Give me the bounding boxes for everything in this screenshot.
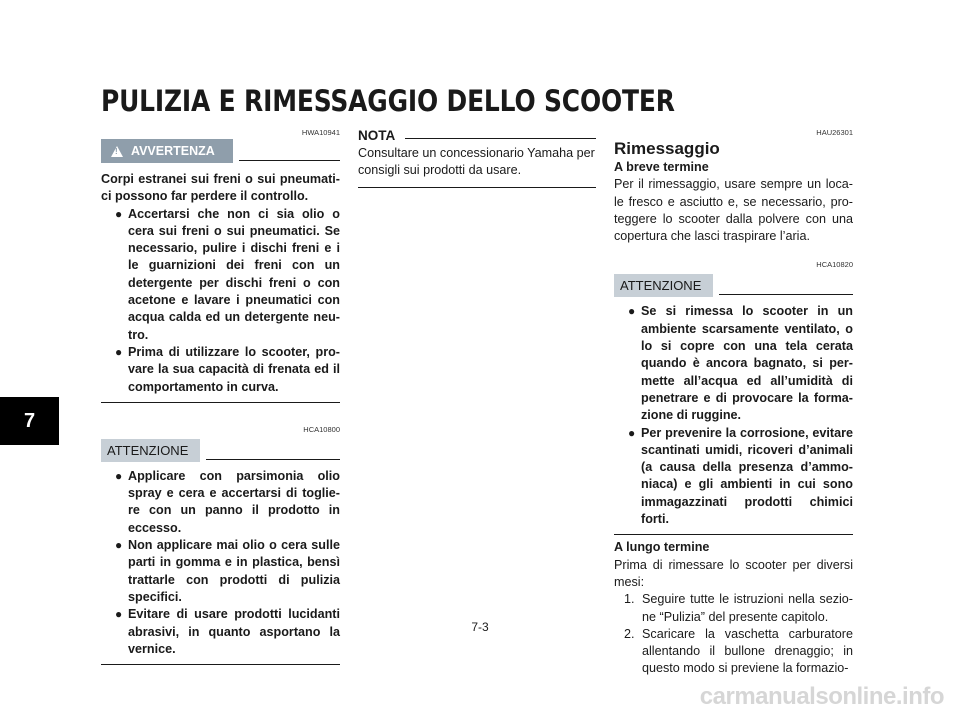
list-item: ● Per prevenire la corrosione, evitare scantinati umidi, ricoveri d’animali (a causa della presenza d’ammo-niaca) e gli ambienti in cui sono immagazzinati prodotti chimici forti. bbox=[628, 425, 853, 527]
warning-rule bbox=[239, 160, 340, 161]
list-item: ● Non applicare mai olio o cera sulle parti in gomma e in plastica, bensì trattarle con prodotti di pulizia specifici. bbox=[115, 538, 340, 604]
caution-header-2 bbox=[614, 274, 853, 297]
chapter-tab: 7 bbox=[0, 397, 59, 445]
caution-code-2: HCA10820 bbox=[816, 260, 853, 270]
section-code: HAU26301 bbox=[816, 128, 853, 137]
warning-intro: Corpi estranei sui freni o sui pneumati-ci possono far perdere il controllo. bbox=[101, 172, 340, 204]
caution-code: HCA10800 bbox=[303, 424, 340, 434]
section-heading: Rimessaggio bbox=[614, 139, 720, 158]
list-item: ● Applicare con parsimonia olio spray e cera e accertarsi di toglie-re con un panno il prodotto in eccesso. bbox=[115, 468, 340, 535]
column-left bbox=[101, 128, 340, 665]
short-term-heading: A breve termine bbox=[614, 160, 709, 174]
bullet-icon: ● bbox=[115, 344, 123, 359]
bullet-icon: ● bbox=[628, 425, 636, 440]
warning-header bbox=[101, 139, 340, 163]
warning-end-rule bbox=[101, 402, 340, 403]
caution-header bbox=[101, 439, 340, 462]
footer-watermark: carmanualsonline.info bbox=[699, 683, 944, 710]
bullet-icon: ● bbox=[115, 607, 123, 622]
bullet-icon: ● bbox=[115, 206, 123, 221]
long-term-heading: A lungo termine bbox=[614, 540, 710, 555]
note-header bbox=[358, 128, 596, 143]
caution-label-2: ATTENZIONE bbox=[614, 274, 713, 297]
list-item: 1. Seguire tutte le istruzioni nella sezio-ne “Pulizia” del presente capitolo. bbox=[624, 592, 853, 624]
note-rule bbox=[405, 138, 596, 139]
warning-label-box bbox=[101, 139, 233, 163]
list-item: ● Evitare di usare prodotti lucidanti abrasivi, in quanto asportano la vernice. bbox=[115, 607, 340, 656]
note-label: NOTA bbox=[358, 128, 396, 143]
long-term-intro: Prima di rimessare lo scooter per diversi mesi: bbox=[614, 557, 853, 589]
warning-code: HWA10941 bbox=[301, 128, 340, 137]
list-item: ● Accertarsi che non ci sia olio o cera sui freni o sui pneumatici. Se necessario, pulire i dischi freni e i le guarnizioni dei freni con un detergente per dischi freni o con acetone e lavare i pneumatici con acqua calda ed un detergente neu-tro. bbox=[115, 206, 340, 342]
note-text: Consultare un concessionario Yamaha per consigli sui prodotti da usare. bbox=[358, 146, 595, 178]
column-middle bbox=[358, 128, 596, 188]
caution-list-2 bbox=[614, 303, 853, 528]
column-right bbox=[614, 128, 853, 678]
long-term-steps bbox=[614, 591, 853, 677]
caution-label: ATTENZIONE bbox=[101, 439, 200, 462]
list-item: ● Prima di utilizzare lo scooter, pro-vare la sua capacità di frenata ed il comportamento in curva. bbox=[115, 344, 340, 394]
bullet-icon: ● bbox=[115, 468, 123, 483]
warning-list bbox=[101, 206, 340, 396]
warning-label: AVVERTENZA bbox=[131, 144, 215, 158]
note-end-rule bbox=[358, 187, 596, 188]
caution-rule-2 bbox=[719, 294, 853, 295]
list-item: 2. Scaricare la vaschetta carburatore allentando il bullone drenaggio; in questo modo si previene la formazio- bbox=[624, 626, 853, 676]
bullet-icon: ● bbox=[115, 538, 123, 553]
short-term-text: Per il rimessaggio, usare sempre un loca-le fresco e asciutto e, se necessario, pro-teggere lo scooter dalla polvere con una copertura che lasci traspirare l’aria. bbox=[614, 177, 853, 244]
caution-end-rule-2 bbox=[614, 534, 853, 535]
caution-rule bbox=[206, 459, 340, 460]
warning-triangle-icon bbox=[111, 146, 123, 157]
bullet-icon: ● bbox=[628, 304, 636, 319]
list-item: ● Se si rimessa lo scooter in un ambiente scarsamente ventilato, o lo si copre con una tela cerata quando è ancora bagnato, si per-mette all’acqua ed all’umidità di penetrare e di provocare la forma-zione di ruggine. bbox=[628, 304, 853, 423]
caution-end-rule bbox=[101, 664, 340, 665]
page-title: PULIZIA E RIMESSAGGIO DELLO SCOOTER bbox=[101, 84, 675, 118]
page-number: 7-3 bbox=[471, 620, 489, 634]
